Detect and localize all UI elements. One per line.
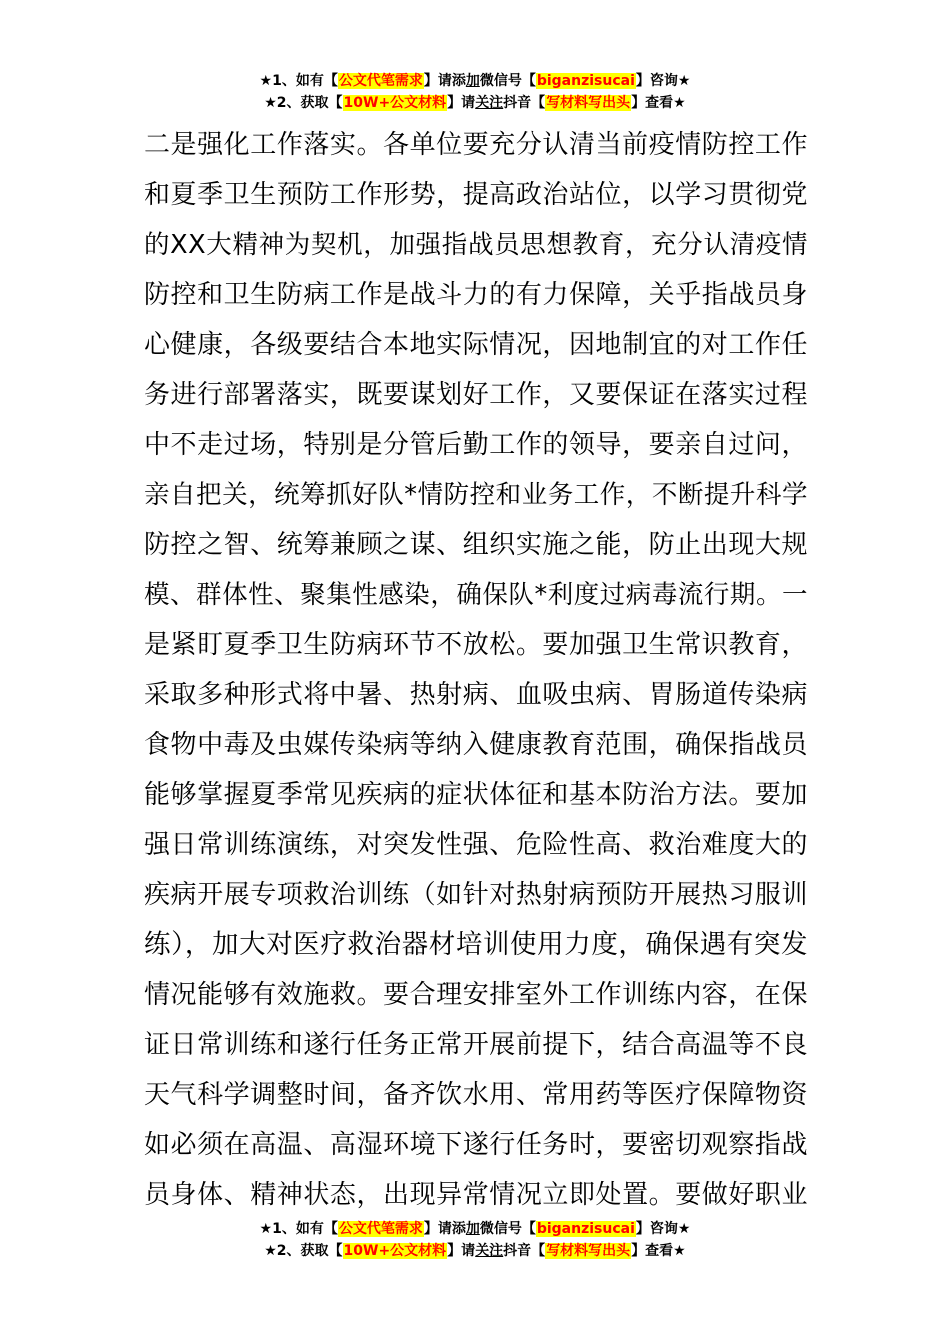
banner-text: 微信号【 bbox=[479, 1221, 536, 1237]
body-line: 天气科学调整时间，备齐饮水用、常用药等医疗保障物资 bbox=[144, 1080, 808, 1110]
banner-text: 微信号【 bbox=[479, 73, 536, 89]
banner-highlight: biganzisucai bbox=[536, 73, 635, 89]
banner-text: 】请添 bbox=[423, 73, 466, 89]
body-line: 心健康，各级要结合本地实际情况，因地制宜的对工作任 bbox=[144, 330, 808, 360]
banner-text: 】请添 bbox=[423, 1221, 466, 1237]
footer-banner-line-2 bbox=[0, 1240, 950, 1262]
footer-banner-line-1 bbox=[0, 1218, 950, 1240]
banner-highlight: 公文代笔需求 bbox=[338, 73, 423, 89]
body-line: 防控之智、统筹兼顾之谋、组织实施之能，防止出现大规 bbox=[144, 530, 808, 560]
body-line: 二是强化工作落实。各单位要充分认清当前疫情防控工作 bbox=[144, 130, 808, 160]
body-line: 模、群体性、聚集性感染，确保队*利度过病毒流行期。一 bbox=[144, 580, 808, 610]
banner-text: ★2、获取【 bbox=[264, 1243, 343, 1259]
banner-text: 】请 bbox=[447, 1243, 476, 1259]
body-line: 防控和卫生防病工作是战斗力的有力保障，关乎指战员身 bbox=[144, 280, 808, 310]
header-banner-line-2 bbox=[0, 92, 950, 114]
body-line: 证日常训练和遂行任务正常开展前提下，结合高温等不良 bbox=[144, 1030, 808, 1060]
body-line: 员身体、精神状态，出现异常情况立即处置。要做好职业 bbox=[144, 1180, 808, 1210]
banner-text: 抖音【 bbox=[503, 95, 546, 111]
banner-highlight: 公文代笔需求 bbox=[338, 1221, 423, 1237]
body-line: 练），加大对医疗救治器材培训使用力度，确保遇有突发 bbox=[144, 929, 808, 960]
banner-underlined: 关注 bbox=[475, 1243, 504, 1259]
body-line: 中不走过场，特别是分管后勤工作的领导，要亲自过问， bbox=[144, 430, 808, 460]
body-line: 务进行部署落实，既要谋划好工作，又要保证在落实过程 bbox=[144, 380, 808, 410]
banner-highlight: biganzisucai bbox=[536, 1221, 635, 1237]
body-line: 的XX大精神为契机，加强指战员思想教育，充分认清疫情 bbox=[144, 230, 808, 260]
body-line: 情况能够有效施救。要合理安排室外工作训练内容，在保 bbox=[144, 980, 808, 1010]
banner-highlight: 10W+公文材料 bbox=[343, 1243, 447, 1259]
body-line: 和夏季卫生预防工作形势，提高政治站位，以学习贯彻党 bbox=[144, 180, 808, 210]
document-body bbox=[144, 120, 808, 1220]
header-banner bbox=[0, 70, 950, 114]
banner-underlined: 关注 bbox=[475, 95, 504, 111]
body-line: 如必须在高温、高湿环境下遂行任务时，要密切观察指战 bbox=[144, 1130, 808, 1160]
body-line: 采取多种形式将中暑、热射病、血吸虫病、胃肠道传染病 bbox=[144, 680, 808, 710]
body-line: 强日常训练演练，对突发性强、危险性高、救治难度大的 bbox=[144, 830, 808, 860]
banner-text: 】请 bbox=[447, 95, 476, 111]
banner-text: 】查看★ bbox=[631, 95, 686, 111]
banner-text: 】咨询★ bbox=[635, 1221, 691, 1237]
banner-highlight: 10W+公文材料 bbox=[343, 95, 447, 111]
banner-text: 抖音【 bbox=[503, 1243, 546, 1259]
banner-text: 】咨询★ bbox=[635, 73, 691, 89]
banner-text: ★1、如有【 bbox=[259, 73, 338, 89]
body-line: 能够掌握夏季常见疾病的症状体征和基本防治方法。要加 bbox=[144, 780, 808, 810]
banner-underlined: 加 bbox=[465, 1221, 480, 1237]
banner-underlined: 加 bbox=[465, 73, 480, 89]
body-line: 亲自把关，统筹抓好队*情防控和业务工作，不断提升科学 bbox=[144, 480, 808, 510]
footer-banner bbox=[0, 1218, 950, 1262]
banner-highlight: 写材料写出头 bbox=[546, 95, 631, 111]
banner-highlight: 写材料写出头 bbox=[546, 1243, 631, 1259]
banner-text: 】查看★ bbox=[631, 1243, 686, 1259]
header-banner-line-1 bbox=[0, 70, 950, 92]
body-line: 疾病开展专项救治训练（如针对热射病预防开展热习服训 bbox=[144, 880, 808, 910]
body-line: 是紧盯夏季卫生防病环节不放松。要加强卫生常识教育， bbox=[144, 630, 808, 660]
banner-text: ★1、如有【 bbox=[259, 1221, 338, 1237]
banner-text: ★2、获取【 bbox=[264, 95, 343, 111]
body-line: 食物中毒及虫媒传染病等纳入健康教育范围，确保指战员 bbox=[144, 730, 808, 760]
